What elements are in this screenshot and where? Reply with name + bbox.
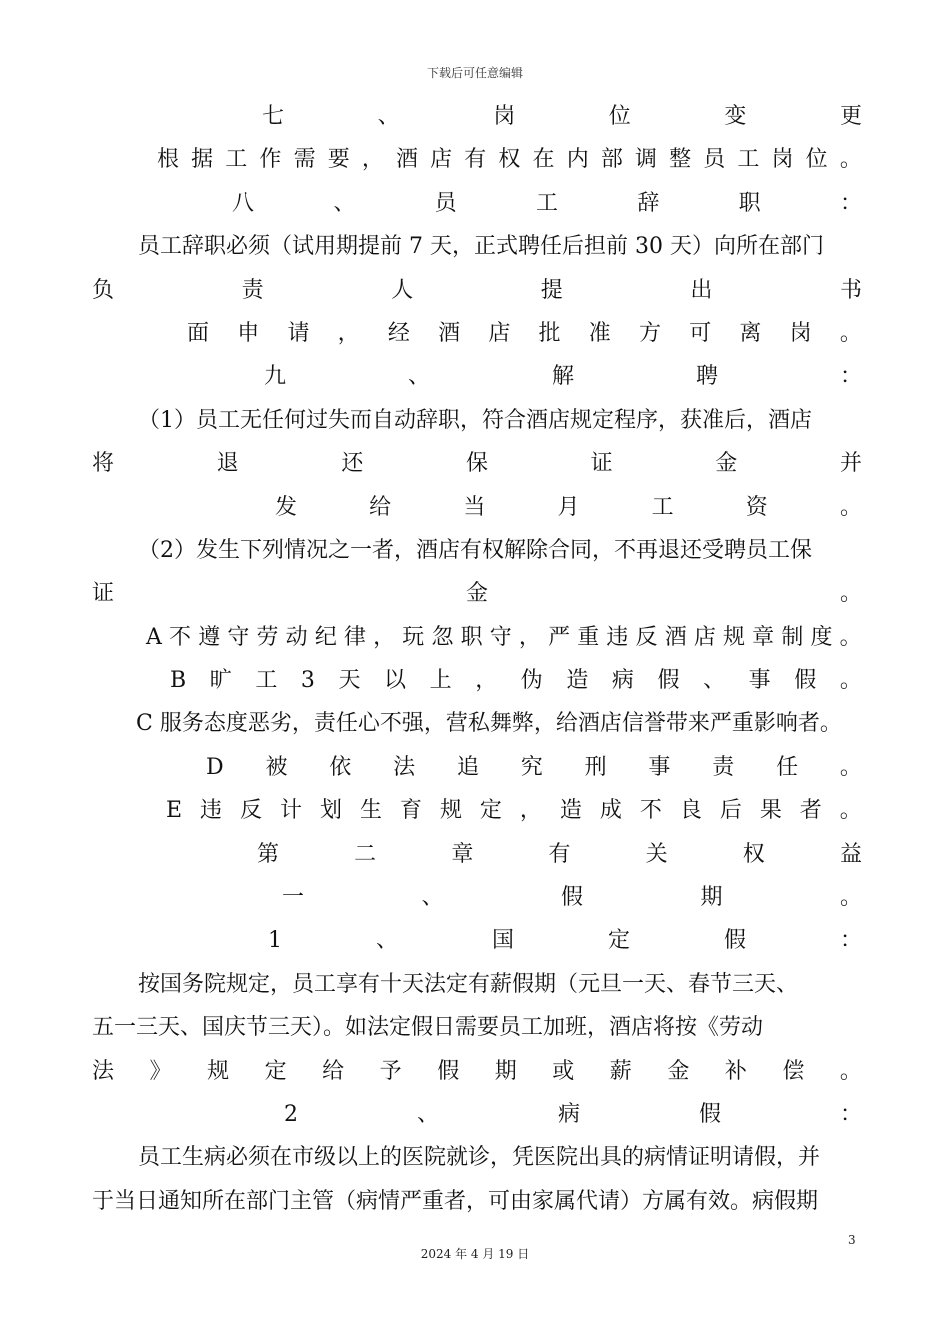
text-line: 员工生病必须在市级以上的医院就诊，凭医院出具的病情证明请假，并 [138,1145,821,1171]
text-line: （2）发生下列情况之一者，酒店有权解除合同，不再退还受聘员工保 [138,537,812,563]
text-line: 1 、 国 定 假 ： [268,928,862,954]
text-line: 发 给 当 月 工 资 。 [275,494,862,520]
page-header: 下载后可任意编辑 [426,66,523,80]
text-line: 五一三天、国庆节三天）。如法定假日需要员工加班，酒店将按《劳动 [92,1015,764,1041]
text-line: 一 、 假 期 。 [282,885,862,911]
text-line: 九 、 解 聘 ： [264,364,862,390]
document-body [92,95,862,1223]
page-number: 3 [848,1233,856,1247]
text-line: B 旷 工 3 天 以 上 ， 伪 造 病 假 、 事 假 。 [170,668,862,694]
text-line: 七 、 岗 位 变 更 [262,104,862,129]
text-line: C 服务态度恶劣，责任心不强，营私舞弊，给酒店信誉带来严重影响者。 [136,711,842,737]
text-line: 将 退 还 保 证 金 并 [92,451,862,477]
text-line: 2 、 病 假 ： [284,1101,862,1127]
text-line: （1）员工无任何过失而自动辞职，符合酒店规定程序，获准后，酒店 [138,407,812,433]
text-line: 第 二 章 有 关 权 益 [257,841,862,867]
page-footer-date: 2024 年 4 月 19 日 [420,1247,530,1261]
text-line: 法 》 规 定 给 予 假 期 或 薪 金 补 偿 。 [92,1058,862,1084]
text-line: 员工辞职必须（试用期提前 7 天，正式聘任后担前 30 天）向所在部门 [138,234,824,260]
text-line: 负 责 人 提 出 书 [92,277,862,303]
text-line: A 不 遵 守 劳 动 纪 律 ， 玩 忽 职 守 ， 严 重 违 反 酒 店 规 章 制 度 。 [146,624,862,650]
text-line: D 被 依 法 追 究 刑 事 责 任 。 [206,754,862,780]
text-line: 于当日通知所在部门主管（病情严重者，可由家属代请）方属有效。病假期 [92,1188,819,1214]
text-line: 按国务院规定，员工享有十天法定有薪假期（元旦一天、春节三天、 [138,971,799,997]
text-line: 证 金 。 [92,581,862,607]
text-line: 面 申 请 ， 经 酒 店 批 准 方 可 离 岗 。 [187,320,862,346]
text-line: 根 据 工 作 需 要 ， 酒 店 有 权 在 内 部 调 整 员 工 岗 位 。 [157,147,862,173]
text-line: E 违 反 计 划 生 育 规 定 ， 造 成 不 良 后 果 者 。 [166,798,862,824]
text-line: 八 、 员 工 辞 职 ： [232,190,862,216]
